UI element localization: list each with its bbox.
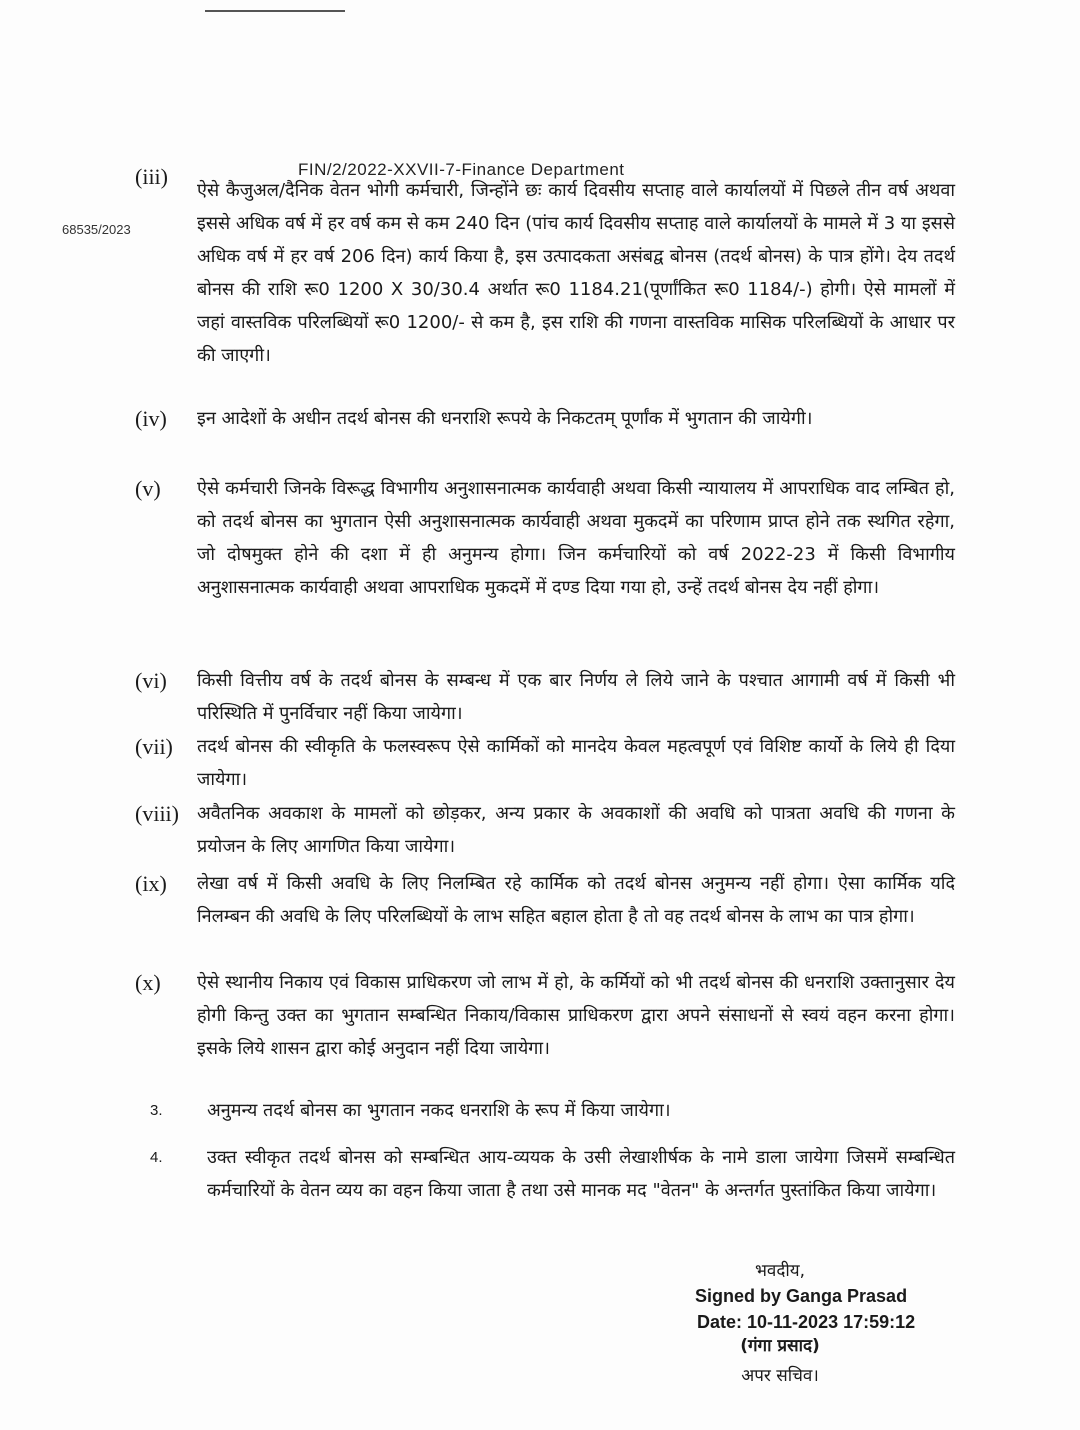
clause-label: (iii) — [135, 164, 168, 189]
signed-by: Signed by Ganga Prasad — [695, 1286, 908, 1306]
document-reference: FIN/2/2022-XXVII-7-Finance Department — [298, 160, 625, 179]
clause-text: अवैतनिक अवकाश के मामलों को छोड़कर, अन्य प्रकार के अवकाशों की अवधि को पात्रता अवधि की गणना के प्रयोजन के लिए आगणित किया जायेगा। — [197, 803, 955, 857]
side-number: 68535/2023 — [62, 222, 131, 237]
paragraph-text: उक्त स्वीकृत तदर्थ बोनस को सम्बन्धित आय-व्ययक के उसी लेखाशीर्षक के नामे डाला जायेगा जिसमें सम्बन्धित कर्मचारियों के वेतन व्यय का वहन किया जाता है तथा उसे मानक मद "वेतन" के अन्तर्गत पुस्तांकित किया जायेगा। — [207, 1147, 955, 1201]
signatory-name: (गंगा प्रसाद) — [740, 1336, 820, 1356]
paragraph-number: 3. — [150, 1102, 163, 1119]
clause-text: लेखा वर्ष में किसी अवधि के लिए निलम्बित रहे कार्मिक को तदर्थ बोनस अनुमन्य नहीं होगा। ऐसा कार्मिक यदि निलम्बन की अवधि के लिए परिलब्धियों के लाभ सहित बहाल होता है तो वह तदर्थ बोनस के लाभ का पात्र होगा। — [197, 873, 955, 927]
clause-label: (viii) — [135, 801, 179, 826]
clause-text: ऐसे स्थानीय निकाय एवं विकास प्राधिकरण जो लाभ में हो, के कर्मियों को भी तदर्थ बोनस की धनराशि उक्तानुसार देय होगी किन्तु उक्त का भुगतान सम्बन्धित निकाय/विकास प्राधिकरण द्वारा अपने संसाधनों से स्वयं वहन करना होगा। इसके लिये शासन द्वारा कोई अनुदान नहीं दिया जायेगा। — [197, 972, 955, 1059]
clause-label: (x) — [135, 970, 161, 995]
signature-date: Date: 10-11-2023 17:59:12 — [697, 1312, 916, 1332]
clause-viii — [135, 797, 955, 863]
clause-vi — [135, 664, 955, 730]
clause-text: तदर्थ बोनस की स्वीकृति के फलस्वरूप ऐसे कार्मिकों को मानदेय केवल महत्वपूर्ण एवं विशिष्ट कार्यो के लिये ही दिया जायेगा। — [197, 736, 955, 790]
clause-label: (vi) — [135, 668, 167, 693]
clause-v — [135, 472, 955, 604]
clause-iii — [135, 160, 955, 372]
clause-label: (v) — [135, 476, 161, 501]
clause-label: (ix) — [135, 871, 167, 896]
closing: भवदीय, — [754, 1261, 806, 1281]
clause-label: (iv) — [135, 406, 167, 431]
signatory-designation: अपर सचिव। — [741, 1366, 819, 1386]
clause-text: ऐसे कर्मचारी जिनके विरूद्ध विभागीय अनुशासनात्मक कार्यवाही अथवा किसी न्यायालय में आपराधिक वाद लम्बित हो, को तदर्थ बोनस का भुगतान ऐसी अनुशासनात्मक कार्यवाही अथवा मुकदमें का परिणाम प्राप्त होने तक स्थगित रहेगा, जो दोषमुक्त होने की दशा में ही अनुमन्य होगा। जिन कर्मचारियों को वर्ष 2022-23 में किसी विभागीय अनुशासनात्मक कार्यवाही अथवा आपराधिक मुकदमें में दण्ड दिया गया हो, उन्हें तदर्थ बोनस देय नहीं होगा। — [197, 478, 955, 598]
clause-vii — [135, 730, 955, 796]
clause-ix — [135, 867, 955, 933]
paragraph-text: अनुमन्य तदर्थ बोनस का भुगतान नकद धनराशि के रूप में किया जायेगा। — [207, 1100, 671, 1121]
paragraph-number: 4. — [150, 1149, 163, 1166]
clause-x — [135, 966, 955, 1065]
paragraph-3 — [135, 1094, 955, 1127]
top-rule — [205, 10, 345, 12]
clause-text: ऐसे कैजुअल/दैनिक वेतन भोगी कर्मचारी, जिन्होंने छः कार्य दिवसीय सप्ताह वाले कार्यालयों में पिछले तीन वर्ष अथवा इससे अधिक वर्ष में हर वर्ष कम से कम 240 दिन (पांच कार्य दिवसीय सप्ताह वाले कार्यालयों के मामले में 3 या इससे अधिक वर्ष में हर वर्ष 206 दिन) कार्य किया है, इस उत्पादकता असंबद्व बोनस (तदर्थ बोनस) के पात्र होंगे। देय तदर्थ बोनस की राशि रू0 1200 X 30/30.4 अर्थात रू0 1184.21(पूर्णांकित रू0 1184/-) होगी। ऐसे मामलों में जहां वास्तविक परिलब्धियों रू0 1200/- से कम है, इस राशि की गणना वास्तविक मासिक परिलब्धियों के आधार पर की जाएगी। — [197, 180, 955, 366]
clause-label: (vii) — [135, 734, 173, 759]
clause-text: इन आदेशों के अधीन तदर्थ बोनस की धनराशि रूपये के निकटतम् पूर्णांक में भुगतान की जायेगी। — [197, 408, 813, 429]
clause-iv — [135, 402, 955, 435]
paragraph-4 — [135, 1141, 955, 1207]
clause-text: किसी वित्तीय वर्ष के तदर्थ बोनस के सम्बन्ध में एक बार निर्णय ले लिये जाने के पश्चात आगामी वर्ष में किसी भी परिस्थिति में पुनर्विचार नहीं किया जायेगा। — [197, 670, 955, 724]
